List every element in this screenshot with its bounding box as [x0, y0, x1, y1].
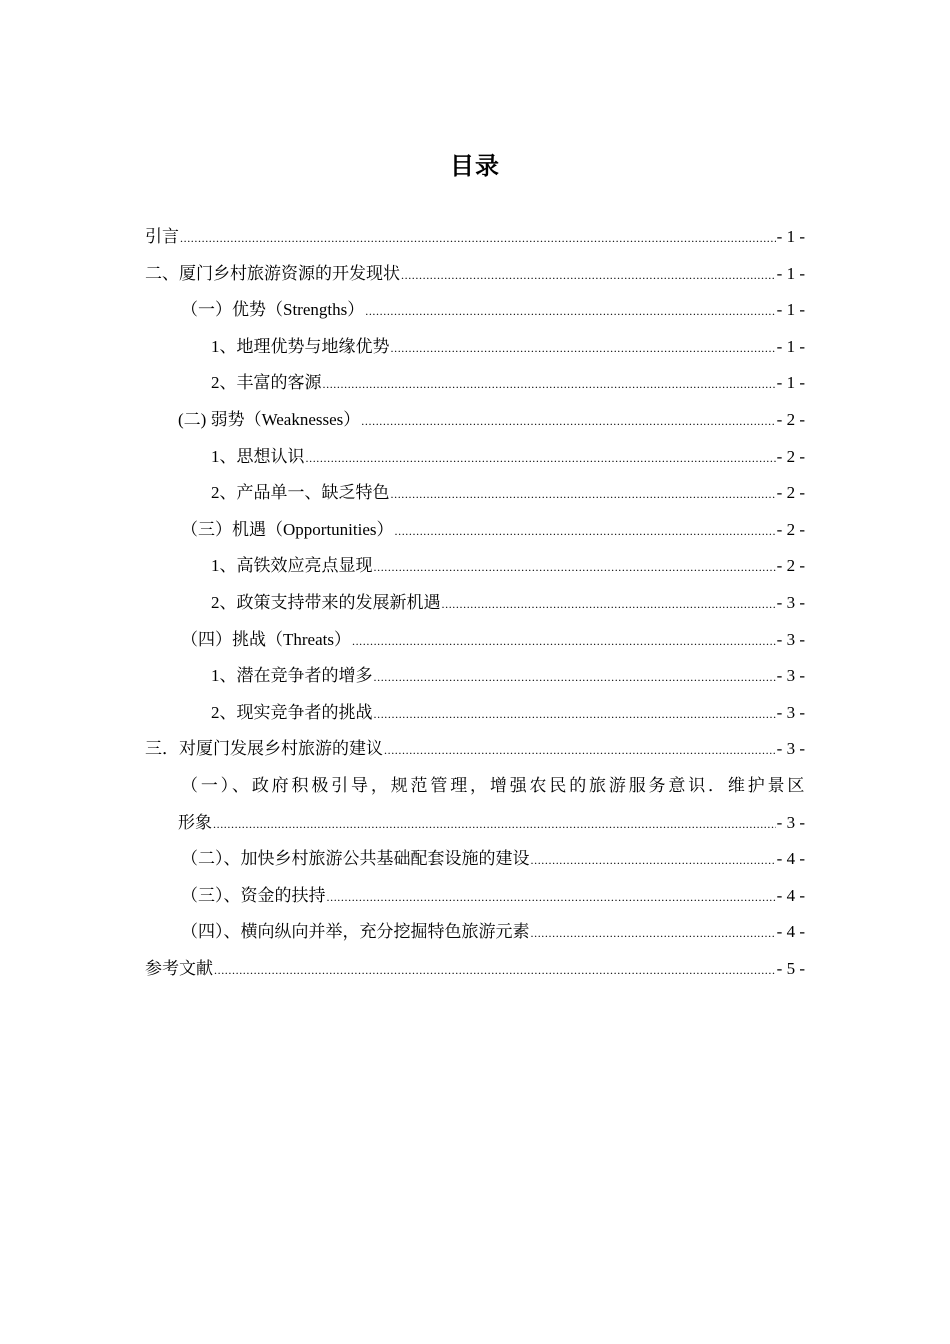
toc-entry-text: 1、高铁效应亮点显现 — [211, 556, 373, 576]
toc-entry-text-line2: 形象 — [178, 812, 212, 832]
toc-entry-text: 1、地理优势与地缘优势 — [211, 336, 390, 356]
dot-leader — [213, 806, 776, 843]
toc-page-number: - 3 - — [776, 629, 805, 649]
dot-leader — [323, 366, 776, 403]
toc-entry-rich-tourist-source[interactable] — [145, 365, 805, 402]
toc-entry-text: (二) 弱势（Weaknesses） — [178, 409, 361, 429]
toc-page-number: - 3 - — [776, 592, 805, 612]
toc-entry-text: 三．对厦门发展乡村旅游的建议 — [145, 739, 383, 759]
toc-page-number: - 3 - — [776, 702, 805, 722]
dot-leader — [391, 476, 776, 513]
toc-entry-text: 参考文献 — [145, 958, 213, 978]
dot-leader — [365, 293, 775, 330]
dot-leader — [391, 330, 776, 367]
dot-leader — [401, 257, 776, 294]
toc-entry-potential-competitors[interactable] — [145, 658, 805, 695]
toc-page-number: - 1 - — [776, 373, 805, 393]
dot-leader — [531, 842, 776, 879]
table-of-contents — [145, 219, 805, 987]
dot-leader — [306, 440, 776, 477]
toc-entry-text: 2、产品单一、缺乏特色 — [211, 483, 390, 503]
toc-page-number: - 1 - — [776, 263, 805, 283]
toc-entry-text: 二、厦门乡村旅游资源的开发现状 — [145, 263, 400, 283]
toc-entry-strengths[interactable] — [145, 292, 805, 329]
toc-entry-section-2[interactable] — [145, 256, 805, 293]
toc-entry-policy-support[interactable] — [145, 585, 805, 622]
dot-leader — [531, 915, 776, 952]
toc-entry-government-guidance[interactable] — [145, 768, 805, 841]
toc-entry-text-line1: （一）、政府积极引导，规范管理，增强农民的旅游服务意识．维护景区 — [181, 775, 805, 795]
dot-leader — [442, 586, 776, 623]
toc-entry-text: （二）、加快乡村旅游公共基础配套设施的建设 — [181, 849, 530, 869]
dot-leader — [214, 952, 776, 989]
toc-page-number: - 2 - — [776, 519, 805, 539]
toc-entry-text: 2、现实竞争者的挑战 — [211, 702, 373, 722]
toc-entry-references[interactable] — [145, 951, 805, 988]
toc-page-number: - 1 - — [776, 300, 805, 320]
toc-entry-geographic-advantage[interactable] — [145, 329, 805, 366]
toc-page-number: - 3 - — [776, 812, 805, 832]
toc-entry-infrastructure[interactable] — [145, 841, 805, 878]
toc-entry-threats[interactable] — [145, 622, 805, 659]
toc-entry-ideological-awareness[interactable] — [145, 439, 805, 476]
toc-entry-opportunities[interactable] — [145, 512, 805, 549]
toc-entry-text: （四）挑战（Threats） — [181, 629, 351, 649]
toc-entry-text: 2、政策支持带来的发展新机遇 — [211, 592, 441, 612]
toc-entry-introduction[interactable] — [145, 219, 805, 256]
dot-leader — [352, 623, 776, 660]
toc-page-number: - 1 - — [776, 336, 805, 356]
toc-page-number: - 1 - — [776, 227, 805, 246]
toc-entry-text: （一）优势（Strengths） — [181, 300, 365, 320]
toc-page-number: - 3 - — [776, 739, 805, 759]
dot-leader — [180, 220, 776, 257]
toc-entry-funding-support[interactable] — [145, 878, 805, 915]
toc-entry-high-speed-rail[interactable] — [145, 548, 805, 585]
dot-leader — [384, 732, 776, 769]
toc-entry-section-3[interactable] — [145, 731, 805, 768]
dot-leader — [374, 549, 776, 586]
toc-page-number: - 2 - — [776, 409, 805, 429]
dot-leader — [374, 696, 776, 733]
toc-entry-single-product[interactable] — [145, 475, 805, 512]
toc-entry-text: （三）、资金的扶持 — [181, 885, 326, 905]
page-title: 目录 — [450, 152, 500, 181]
toc-entry-text: （三）机遇（Opportunities） — [181, 519, 394, 539]
dot-leader — [327, 879, 776, 916]
toc-page-number: - 2 - — [776, 556, 805, 576]
toc-entry-weaknesses[interactable] — [145, 402, 805, 439]
toc-entry-text: 引言 — [145, 227, 179, 246]
toc-entry-horizontal-vertical[interactable] — [145, 914, 805, 951]
dot-leader — [395, 513, 776, 550]
toc-entry-text: （四）、横向纵向并举，充分挖掘特色旅游元素 — [181, 922, 530, 942]
toc-entry-real-competitors[interactable] — [145, 695, 805, 732]
toc-entry-text: 1、潜在竞争者的增多 — [211, 666, 373, 686]
toc-page-number: - 5 - — [776, 958, 805, 978]
toc-page-number: - 2 - — [776, 446, 805, 466]
toc-entry-text: 1、思想认识 — [211, 446, 305, 466]
toc-entry-continuation — [145, 805, 805, 842]
dot-leader — [374, 659, 776, 696]
toc-entry-text: 2、丰富的客源 — [211, 373, 322, 393]
toc-page-number: - 4 - — [776, 885, 805, 905]
toc-page-number: - 4 - — [776, 849, 805, 869]
toc-page-number: - 2 - — [776, 483, 805, 503]
toc-page-number: - 4 - — [776, 922, 805, 942]
toc-page-number: - 3 - — [776, 666, 805, 686]
dot-leader — [361, 403, 775, 440]
